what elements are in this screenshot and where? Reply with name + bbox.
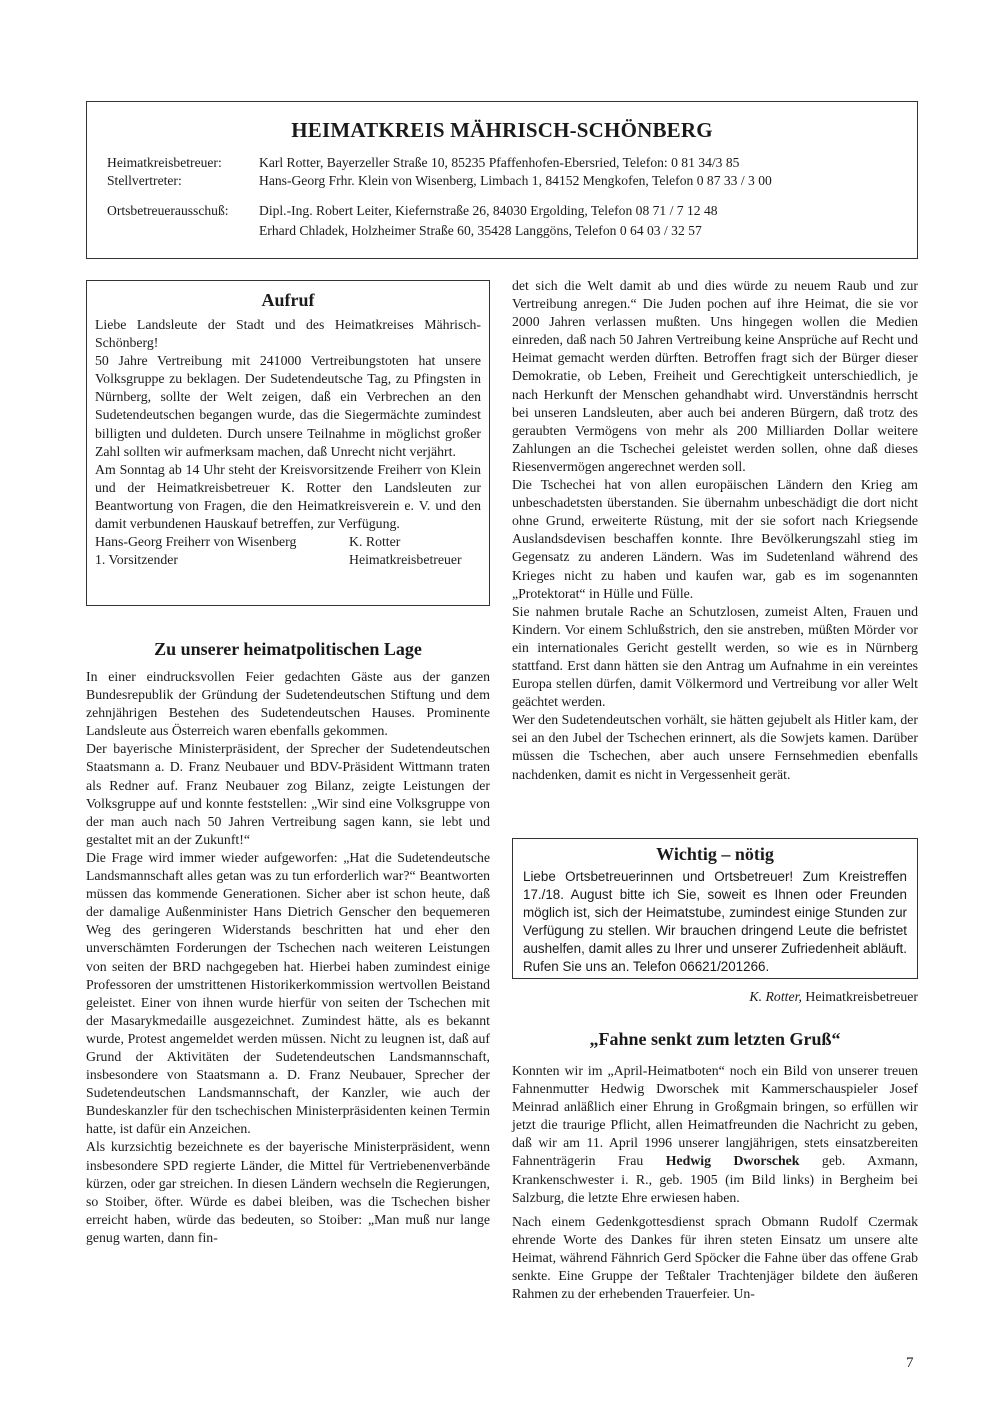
right-paragraph: Die Tschechei hat von allen europäischen Ländern den Krieg am unbeschadetsten überstanden. Sie übernahm unbeschädigt die dort nicht ohne Grund, erweiterte Rüstung, mit der sie sofort nach Kriegsende Auslandsdevisen beschaffen konnte. Ihre Bevölkerungszahl stieg im Gegensatz zu anderen Ländern. Was im Sudetenland während des Krieges nicht zu haben und kaufen war, gab es im sogenannten „Protektorat“ in Hülle und Fülle. <box>512 477 918 601</box>
lage-title: Zu unserer heimatpolitischen Lage <box>154 639 422 659</box>
page-number: 7 <box>906 1355 914 1371</box>
author-role: Heimatkreisbetreuer <box>801 989 918 1004</box>
fahne-name-bold: Hedwig Dworschek <box>665 1153 800 1169</box>
header-label: Heimatkreisbetreuer: <box>107 155 222 170</box>
wichtig-text: Liebe Ortsbetreuerinnen und Ortsbetreuer! Zum Kreistreffen 17./18. August bitte ich Sie, soweit es Ihnen oder Freunden möglich ist, sich der Heimatstube, zumindest einige Stunden zur Verfügung zu stellen. Wir brauchen dringend Leute die befristet aushelfen, damit alles zu Ihrer und unserer Zufriedenheit abläuft. Rufen Sie uns an. Telefon 06621/201266. <box>523 869 907 975</box>
lage-body <box>86 668 490 1247</box>
lage-paragraph: In einer eindrucksvollen Feier gedachten Gäste aus der ganzen Bundesrepublik der Gründung der Sudetendeutschen Stiftung und dem zehnjährigen Bestehen des Sudetendeutschen Hauses. Prominente Landsleute aus Österreich waren ebenfalls gekommen. <box>86 669 490 739</box>
header-title: HEIMATKREIS MÄHRISCH-SCHÖNBERG <box>291 118 713 142</box>
aufruf-paragraph: 50 Jahre Vertreibung mit 241000 Vertreibungstoten hat unsere Volksgruppe zu beklagen. Der Sudetendeutsche Tag, zu Pfingsten in Nürnberg, sollte der Welt zeigen, daß ein Verbrechen an den Sudetendeutschen begangen wurde, das die Siegermächte zumindest billigten und duldeten. Durch unsere Teilnahme in möglichst großer Zahl sollten wir aufmerksam machen, daß Unrecht nicht verjährt. <box>95 353 481 459</box>
author-line <box>512 988 918 1006</box>
header-row-ortsbetreuer-2 <box>107 222 702 240</box>
header-label: Stellvertreter: <box>107 173 182 188</box>
aufruf-paragraph: Liebe Landsleute der Stadt und des Heimatkreises Mährisch-Schönberg! <box>95 317 481 351</box>
signature-left: 1. Vorsitzender <box>95 552 179 568</box>
right-column-body <box>512 277 918 784</box>
fahne-paragraph: Nach einem Gedenkgottesdienst sprach Obmann Rudolf Czermak ehrende Worte des Dankes für ihren steten Einsatz um unsere alte Heimat, während Fähnrich Gerd Spöcker die Fahne über das offene Grab senkte. Eine Gruppe der Teßtaler Trachtenjäger bildete den äußeren Rahmen zu der erhebenden Trauerfeier. Un- <box>512 1213 918 1302</box>
fahne-title: „Fahne senkt zum letzten Gruß“ <box>589 1029 841 1049</box>
lage-paragraph: Als kurzsichtig bezeichnete es der bayerische Ministerpräsident, wenn insbesondere SPD regierte Länder, die Mittel für Vertriebenenverbände kürzen, oder gar streichen. In diesen Ländern wechseln die Regierungen, so Stoiber, öfter. Würde es dabei bleiben, was die Tschechen bisher erreicht haben, würde das bedeuten, so Stoiber: „Man muß nur lange genug warten, dann fin- <box>86 1139 490 1245</box>
header-row-ortsbetreuer <box>107 202 718 220</box>
wichtig-box <box>512 838 918 979</box>
header-box <box>86 101 918 259</box>
header-label: Ortsbetreuerausschuß: <box>107 203 229 218</box>
header-value: Hans-Georg Frhr. Klein von Wisenberg, Limbach 1, 84152 Mengkofen, Telefon 0 87 33 / 3 00 <box>259 173 772 188</box>
header-row-betreuer <box>107 154 739 172</box>
aufruf-title: Aufruf <box>261 290 315 310</box>
right-paragraph: Wer den Sudetendeutschen vorhält, sie hätten gejubelt als Hitler kam, der sei an den Jubel der Tschechen erinnert, als die Sowjets kamen. Darüber müssen die Tschechen, aber auch unsere Fernsehmedien ebenfalls nachdenken, damit es nicht in Vergessenheit gerät. <box>512 712 918 782</box>
lage-paragraph: Der bayerische Ministerpräsident, der Sprecher der Sudetendeutschen Staatsmann a. D. Franz Neubauer und BDV-Präsident Wittmann traten als Redner auf. Franz Neubauer zog Bilanz, zeigte Leistungen der Volksgruppe auf und konnte feststellen: „Wir sind eine Volksgruppe von der man auch nach 50 Jahren Vertreibung sagen kann, sie lebt und gestaltet mit an der Zukunft!“ <box>86 741 490 847</box>
fahne-body <box>512 1062 918 1303</box>
signature-right: K. Rotter <box>349 534 401 550</box>
fahne-paragraph <box>512 1062 918 1207</box>
wichtig-title: Wichtig – nötig <box>656 844 774 864</box>
aufruf-signature-names <box>95 533 481 551</box>
aufruf-paragraph: Am Sonntag ab 14 Uhr steht der Kreisvorsitzende Freiherr von Klein und der Heimatkreisbetreuer K. Rotter den Landsleuten zur Beantwortung von Fragen, die den Heimatkreisverein e. V. und den damit verbundenen Hauskauf betreffen, zur Verfügung. <box>95 461 481 532</box>
signature-right: Heimatkreisbetreuer <box>349 552 462 568</box>
aufruf-signature-roles <box>95 551 481 569</box>
aufruf-box <box>86 280 490 606</box>
header-value: Karl Rotter, Bayerzeller Straße 10, 85235 Pfaffenhofen-Ebersried, Telefon: 0 81 34/3 85 <box>259 155 740 170</box>
header-row-stellvertreter <box>107 172 772 190</box>
right-paragraph: Sie nahmen brutale Rache an Schutzlosen, zumeist Alten, Frauen und Kindern. Vor einem Schlußstrich, den sie anstreben, müßten Mörder vor ein internationales Gericht gestellt werden, so wie es in Nürnberg stattfand. Erst dann hätten sie den Antrag um Aufnahme in ein vereintes Europa stellen dürfen, damit Völkermord und Vertreibung vor aller Welt geächtet werden. <box>512 603 918 710</box>
fahne-text: Konnten wir im „April-Heimatboten“ noch ein Bild von unserer treuen Fahnenmutter Hedwig Dworschek mit Kammerschauspieler Josef Meinrad anläßlich einer Ehrung in Großgmain bringen, so erfüllen wir jetzt die traurige Pflicht, allen Heimatfreunden die Nachricht zu geben, daß wir am 11. April 1996 unserer langjährigen, stets einsatzbereiten Fahnenträgerin Frau <box>512 1063 918 1169</box>
header-value: Erhard Chladek, Holzheimer Straße 60, 35428 Langgöns, Telefon 0 64 03 / 32 57 <box>259 223 702 238</box>
fahne-text: geb. Axmann, Krankenschwester i. R., geb. 1905 (im Bild links) in Bergheim bei Salzburg, die letzte Ehre erwiesen haben. <box>512 1153 918 1205</box>
header-value: Dipl.-Ing. Robert Leiter, Kiefernstraße 26, 84030 Ergolding, Telefon 08 71 / 7 12 48 <box>259 203 718 218</box>
right-paragraph: det sich die Welt damit ab und dies würde zu neuem Raub und zur Vertreibung anregen.“ Die Juden pochen auf ihre Heimat, die sie vor 2000 Jahren verlassen mußten. Uns hingegen wollen die Medien einreden, daß nach 50 Jahren Vertreibung keine Ansprüche auf Recht und Heimat gemacht werden dürften. Betroffen fragt sich der Bürger dieser Demokratie, ob Leben, Freiheit und Gerechtigkeit unterschiedlich, je nach Herkunft der Menschen gehandhabt wird. Unverständnis herrscht bei unseren Landsleuten, aber auch bei anderen Bürgern, daß trotz des geraubten Vermögens von mehr als 200 Milliarden Dollar weitere Zahlungen an die Tschechei geleistet werden sollen, ohne daß dieses Riesenvermögen angerechnet werden soll. <box>512 278 918 474</box>
signature-left: Hans-Georg Freiherr von Wisenberg <box>95 534 297 550</box>
author-name: K. Rotter, <box>749 989 802 1004</box>
lage-paragraph: Die Frage wird immer wieder aufgeworfen: „Hat die Sudetendeutsche Landsmannschaft alles getan was zu tun erforderlich war?“ Beantworten müssen das kommende Generationen. Sicher aber ist schon heute, daß der damalige Außenminister Hans Dietrich Genscher den bequemeren Weg des geringeren Widerstands beschritten hat und eher den unverschämten Forderungen der Tschechen nach weiteren Leistungen von seiten der BRD nachgegeben hat. Hierbei haben zumindest einige Professoren der umstrittenen Historikerkommission wertvollen Beistand geleistet. Einer von ihnen wurde hierfür von seiten der Tschechen mit der Masarykmedaille ausgezeichnet. Zumindest hätte, als es bekannt wurde, Protest angemeldet werden müssen. Nicht zu leugnen ist, daß auf Grund der Aktivitäten der Sudetendeutschen Landsmannschaft, insbesondere von Staatsmann a. D. Franz Neubauer, Sprecher der Sudetendeutschen Landsmannschaft, der Kanzler, wie auch der Bundeskanzler für den tschechischen Ministerpräsidenten keinen Termin hatte, ist dafür ein Anzeichen. <box>86 849 490 1137</box>
